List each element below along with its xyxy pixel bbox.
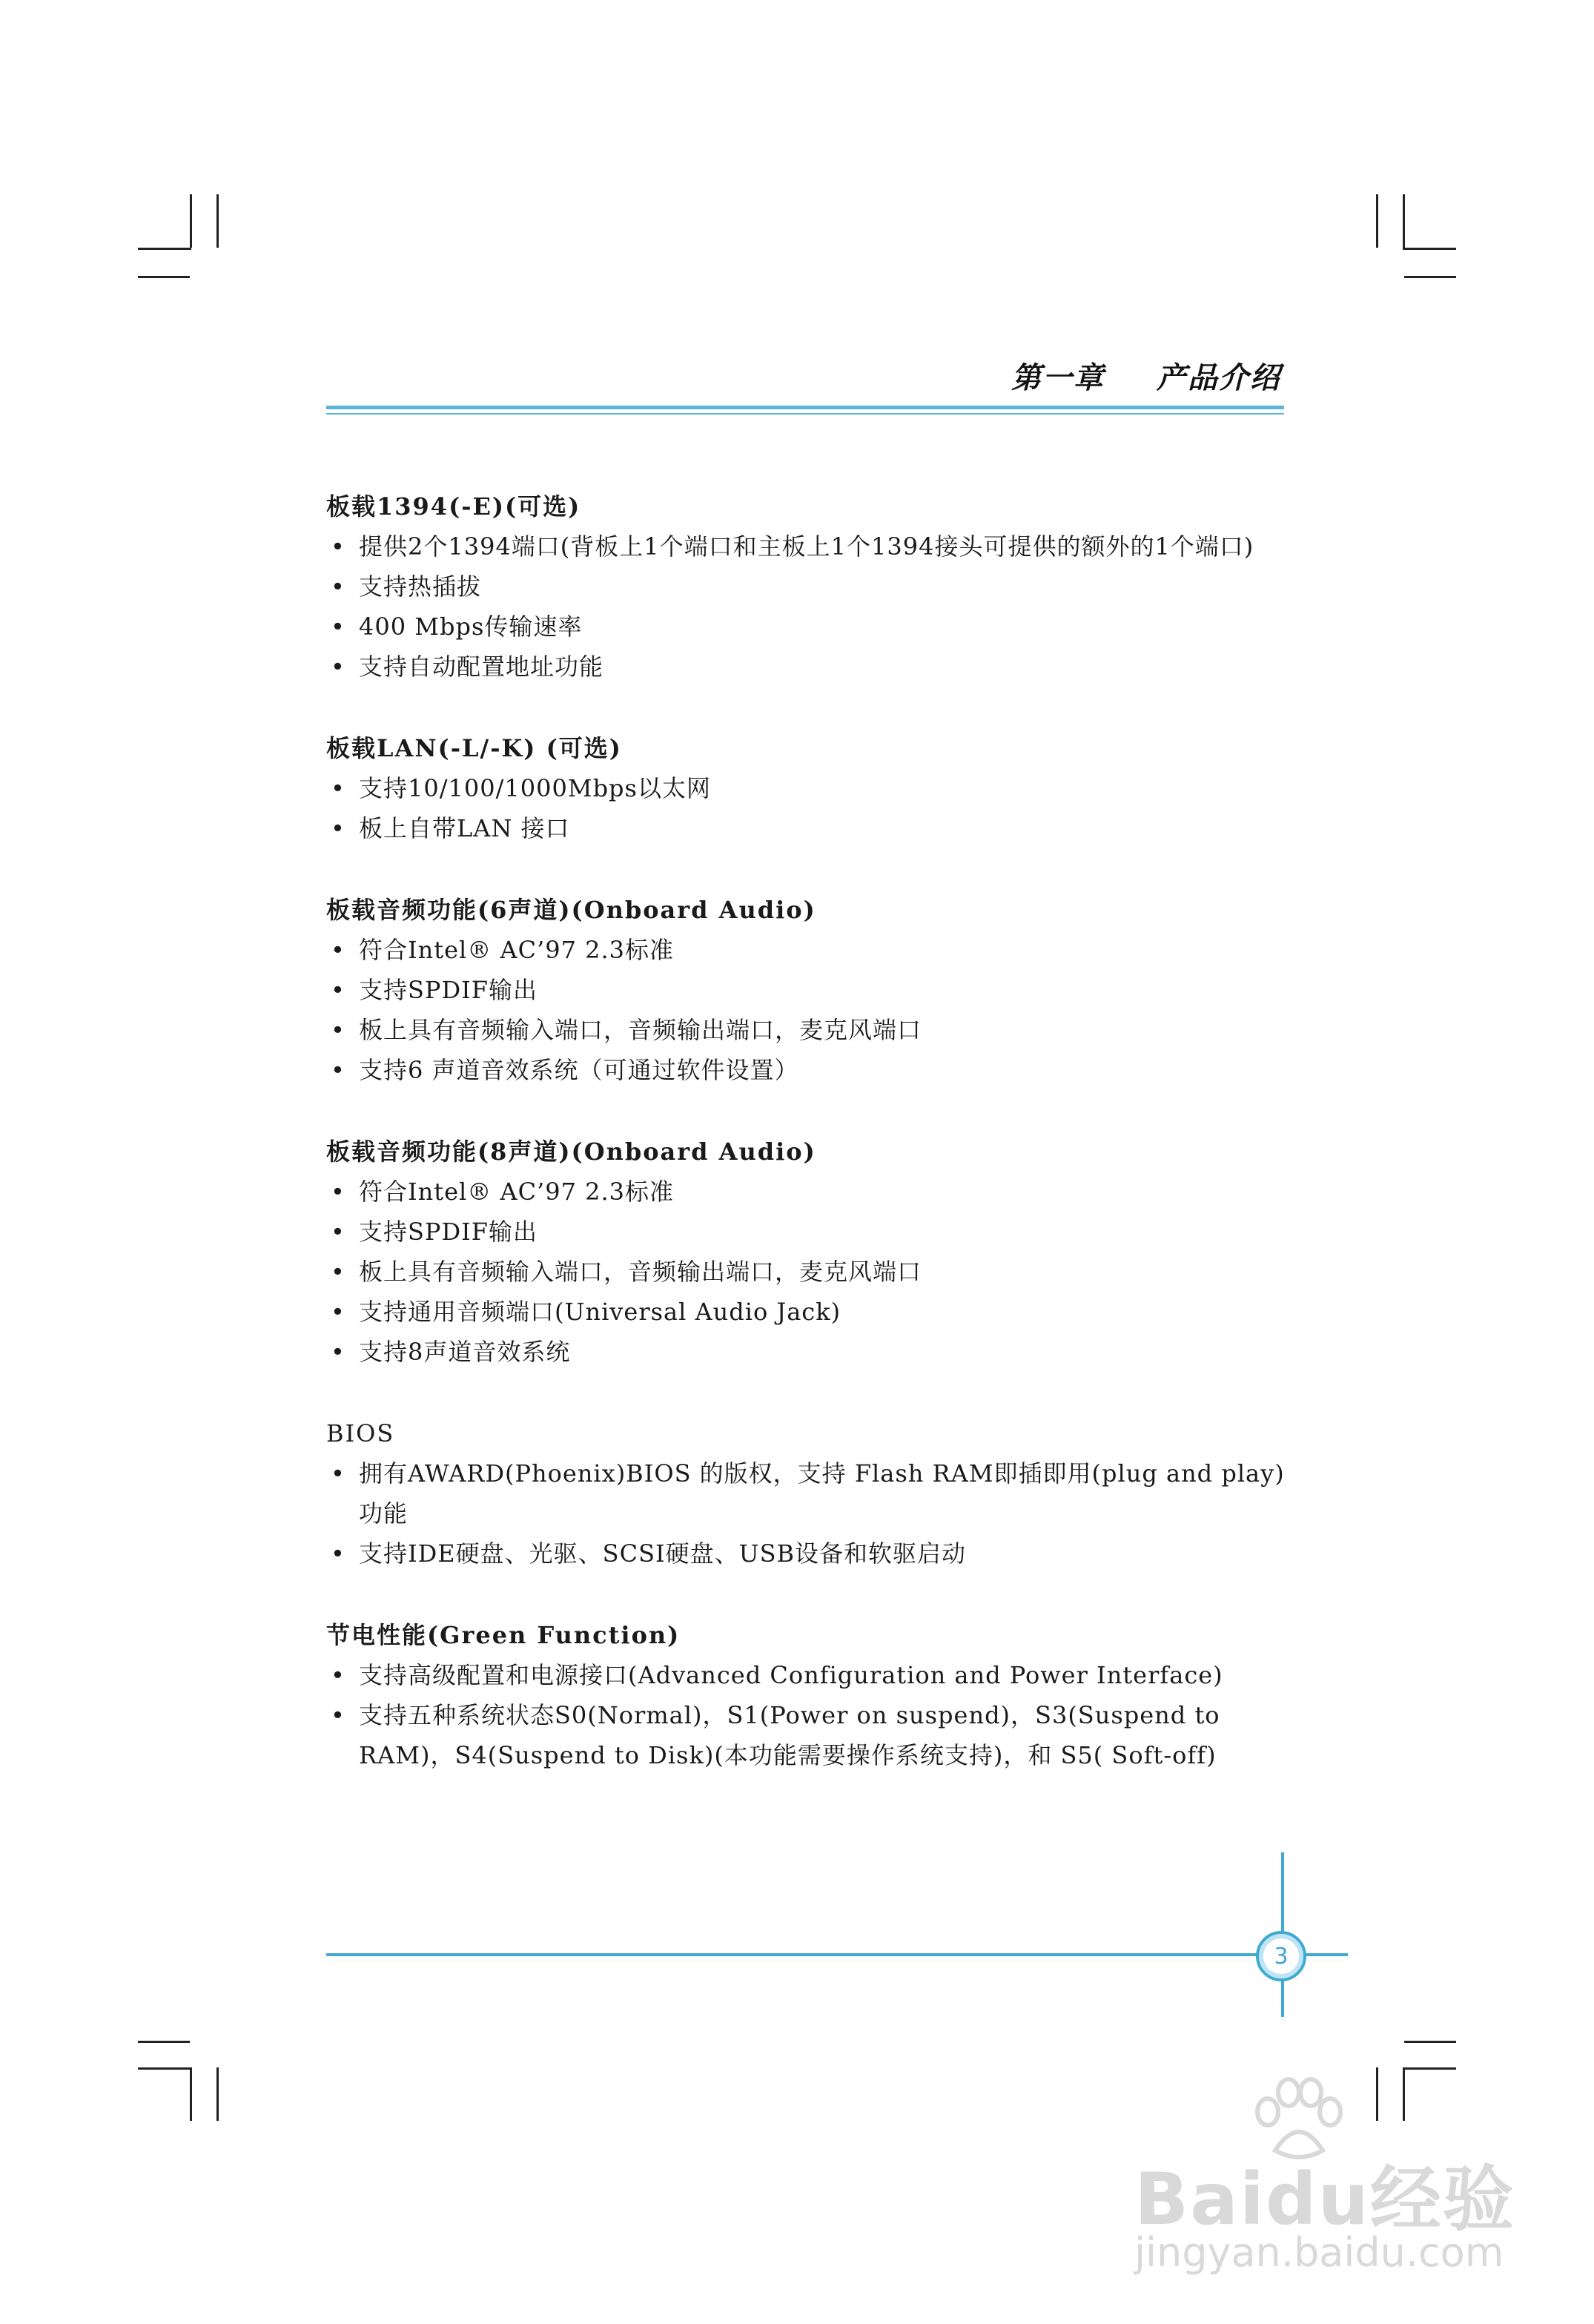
list-item-text: 板上自带LAN 接口 (359, 814, 570, 842)
crop-mark-bottom-right-h (1404, 2041, 1456, 2043)
footer-rule (326, 1953, 1348, 1956)
header-rule (326, 406, 1284, 409)
list-item-text: 板上具有音频输入端口，音频输出端口，麦克风端口 (359, 1258, 922, 1286)
crop-mark-top-left-v1 (190, 194, 192, 248)
page-number-badge (1256, 1931, 1306, 1981)
list-item-text: 支持通用音频端口(Universal Audio Jack) (359, 1298, 841, 1326)
bullet: • (331, 1016, 345, 1044)
chapter-title (326, 354, 1284, 397)
list-item-text: 支持6 声道音效系统（可通过软件设置） (359, 1056, 799, 1084)
list-item-text: 支持自动配置地址功能 (359, 653, 604, 681)
crop-mark-top-left-h (138, 276, 190, 278)
section-title: 板载1394(-E)(可选) (326, 492, 581, 521)
bullet: • (331, 613, 345, 641)
watermark-url: jingyan.baidu.com (1134, 2229, 1504, 2276)
crop-mark-top-left-h2 (138, 248, 191, 250)
crop-mark-top-right-h (1403, 248, 1456, 250)
section-1394 (326, 486, 1290, 687)
crop-mark-bottom-left-h2 (138, 2067, 191, 2070)
feature-list (326, 1655, 1290, 1775)
feature-list (326, 930, 1290, 1090)
list-item (326, 768, 1290, 808)
bullet: • (331, 653, 345, 681)
list-item-text: 支持8声道音效系统 (359, 1338, 571, 1366)
crop-mark-bottom-right-h2 (1403, 2067, 1456, 2070)
section-audio-6ch (326, 890, 1290, 1090)
bullet: • (331, 814, 345, 842)
bullet: • (331, 1178, 345, 1206)
section-bios (326, 1413, 1290, 1574)
list-item (326, 1453, 1290, 1534)
bullet: • (331, 1539, 345, 1568)
section-green-function (326, 1615, 1290, 1775)
bullet: • (331, 572, 345, 601)
section-title: 板载音频功能(6声道)(Onboard Audio) (326, 896, 816, 924)
bullet: • (331, 1298, 345, 1326)
bullet: • (331, 936, 345, 964)
bullet: • (331, 1338, 345, 1366)
bullet: • (331, 532, 345, 561)
list-item-text: 支持高级配置和电源接口(Advanced Configuration and Power Interface) (359, 1661, 1223, 1689)
section-title: 板载音频功能(8声道)(Onboard Audio) (326, 1138, 816, 1166)
list-item-text: 支持热插拔 (359, 572, 482, 601)
list-item-text: 拥有AWARD(Phoenix)BIOS 的版权，支持 Flash RAM即插即用(plug and play)功能 (359, 1459, 1285, 1528)
list-item (326, 526, 1290, 567)
list-item (326, 1172, 1290, 1212)
chapter-number: 第一章 (1011, 361, 1105, 395)
chapter-name: 产品介绍 (1157, 361, 1281, 395)
list-item (326, 970, 1290, 1010)
crop-mark-bottom-left-h (138, 2041, 190, 2043)
chapter-header (326, 354, 1284, 415)
document-body (326, 486, 1290, 1817)
bullet: • (331, 1056, 345, 1084)
list-item (326, 1655, 1290, 1695)
header-rule-thin (326, 413, 1284, 415)
bullet: • (331, 976, 345, 1004)
list-item (326, 1252, 1290, 1292)
section-lan (326, 728, 1290, 848)
list-item-text: 支持SPDIF输出 (359, 976, 538, 1004)
page-number: 3 (1274, 1943, 1289, 1970)
list-item-text: 板上具有音频输入端口，音频输出端口，麦克风端口 (359, 1016, 922, 1044)
list-item-text: 符合Intel® AC’97 2.3标准 (359, 936, 675, 964)
list-item-text: 支持IDE硬盘、光驱、SCSI硬盘、USB设备和软驱启动 (359, 1539, 967, 1568)
bullet: • (331, 1459, 345, 1488)
baidu-watermark (1120, 2076, 1535, 2291)
list-item-text: 支持10/100/1000Mbps以太网 (359, 774, 711, 802)
list-item (326, 1050, 1290, 1090)
list-item (326, 567, 1290, 607)
bullet: • (331, 1258, 345, 1286)
crop-mark-top-right-v2 (1403, 194, 1405, 248)
crop-mark-bottom-left-v1 (190, 2067, 192, 2121)
section-title: BIOS (326, 1419, 395, 1447)
list-item (326, 647, 1290, 687)
list-item (326, 1292, 1290, 1332)
list-item (326, 1332, 1290, 1372)
section-title: 板载LAN(-L/-K) (可选) (326, 734, 622, 762)
list-item (326, 1212, 1290, 1252)
section-audio-8ch (326, 1132, 1290, 1372)
list-item (326, 930, 1290, 970)
feature-list (326, 526, 1290, 687)
watermark-brand: Baidu经验 (1134, 2158, 1515, 2241)
crop-mark-bottom-left-v2 (216, 2067, 219, 2121)
crop-mark-top-left-v2 (216, 194, 219, 248)
list-item-text: 支持五种系统状态S0(Normal)，S1(Power on suspend)，S3(Suspend to RAM)，S4(Suspend to Disk)(本功能需要操作系统支持)，和 S5( Soft-off) (359, 1701, 1220, 1769)
list-item (326, 607, 1290, 647)
list-item (326, 1695, 1290, 1775)
feature-list (326, 1453, 1290, 1574)
bullet: • (331, 1701, 345, 1729)
section-title: 节电性能(Green Function) (326, 1621, 681, 1649)
list-item-text: 400 Mbps传输速率 (359, 613, 583, 641)
list-item (326, 1534, 1290, 1574)
list-item-text: 支持SPDIF输出 (359, 1218, 538, 1246)
bullet: • (331, 1661, 345, 1689)
list-item-text: 提供2个1394端口(背板上1个端口和主板上1个1394接头可提供的额外的1个端口) (359, 532, 1254, 561)
crop-mark-top-right-h2 (1404, 276, 1456, 278)
list-item (326, 1010, 1290, 1050)
feature-list (326, 768, 1290, 848)
feature-list (326, 1172, 1290, 1372)
list-item-text: 符合Intel® AC’97 2.3标准 (359, 1178, 675, 1206)
crop-mark-top-right-v1 (1376, 194, 1378, 248)
list-item (326, 808, 1290, 848)
bullet: • (331, 774, 345, 802)
bullet: • (331, 1218, 345, 1246)
